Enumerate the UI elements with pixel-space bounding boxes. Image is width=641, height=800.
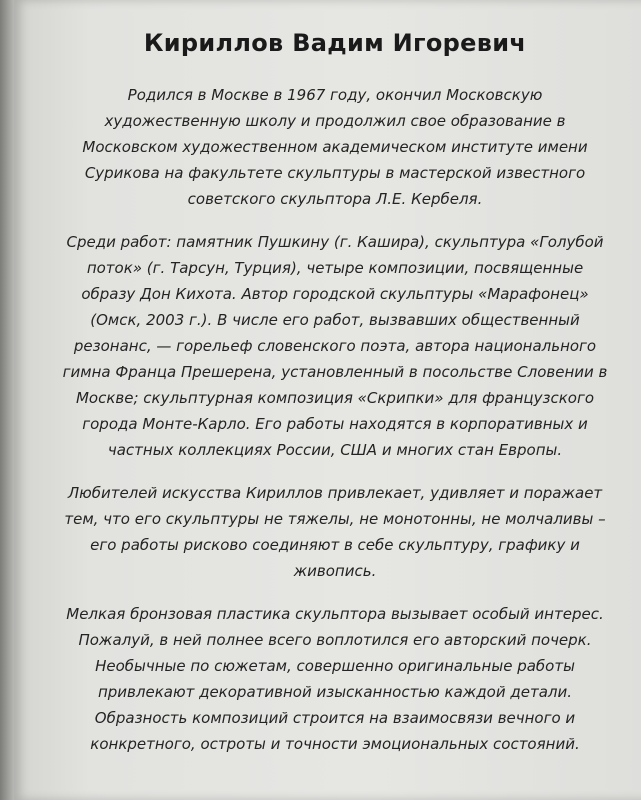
page-left-shadow [0,0,14,800]
document-title: Кириллов Вадим Игоревич [143,29,527,57]
biography-paragraph-2: Среди работ: памятник Пушкину (г. Кашира), скульптура «Голубой поток» (г. Тарсун, Турция), четыре композиции, посвященные образу Дон Кихота. Автор городской скульптуры «Марафонец» (Омск, 2003 г.). В числе его работ, вызвавших общественный резонанс, — горельеф словенского поэта, автора национального гимна Франца Прешерена, установленный в посольстве Словении в Москве; скульптурная композиция «Скрипки» для французского города Монте-Карло. Его работы находятся в корпоративных и частных коллекциях России, США и многих стан Европы. [62,233,608,459]
document-content [60,28,610,757]
biography-paragraph-1: Родился в Москве в 1967 году, окончил Московскую художественную школу и продолжил свое образование в Московском художественном академическом институте имени Сурикова на факультете скульптуры в мастерской известного советского скульптора Л.Е. Кербеля. [82,86,588,208]
biography-paragraph-4: Мелкая бронзовая пластика скульптора вызывает особый интерес. Пожалуй, в ней полнее всего воплотился его авторский почерк. Необычные по сюжетам, совершенно оригинальные работы привлекают декоративной изысканностью каждой детали. Образность композиций строится на взаимосвязи вечного и конкретного, остроты и точности эмоциональных состояний. [66,605,604,753]
document-sheet [14,0,641,800]
biography-paragraph-3: Любителей искусства Кириллов привлекает, удивляет и поражает тем, что его скульптуры не тяжелы, не монотонны, не молчаливы – его работы рисково соединяют в себе скульптуру, графику и живопись. [64,484,606,580]
